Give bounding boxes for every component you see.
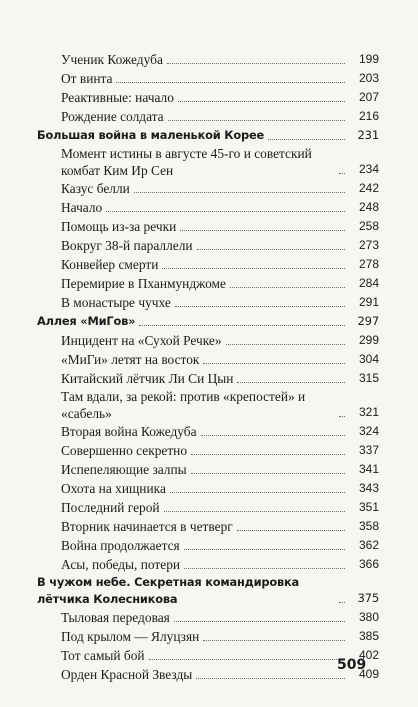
toc-entry-title: Испепеляющие залпы bbox=[61, 462, 187, 477]
toc-entry bbox=[37, 350, 379, 369]
toc-entry-title: Вторник начинается в четверг bbox=[61, 519, 233, 534]
section-title: В чужом небе. Секретная командировка лётчика Колесникова bbox=[37, 575, 300, 606]
toc-entry bbox=[37, 331, 379, 350]
leader-dots bbox=[184, 549, 345, 550]
toc-entry-page: 380 bbox=[358, 610, 379, 624]
leader-dots bbox=[178, 101, 345, 102]
toc-entry bbox=[37, 369, 379, 388]
leader-dots bbox=[268, 139, 345, 140]
leader-dots bbox=[203, 640, 345, 641]
leader-dots bbox=[164, 511, 345, 512]
toc-entry bbox=[37, 69, 379, 88]
leader-dots bbox=[196, 678, 345, 679]
toc-entry bbox=[37, 145, 379, 179]
toc-entry-page: 362 bbox=[358, 538, 379, 552]
leader-dots bbox=[230, 287, 345, 288]
toc-entry-page: 358 bbox=[358, 519, 379, 533]
toc-entry bbox=[37, 198, 379, 217]
toc-entry-page: 273 bbox=[358, 238, 379, 252]
toc-entry bbox=[37, 236, 379, 255]
toc-entry bbox=[37, 646, 379, 665]
leader-dots bbox=[167, 63, 345, 64]
leader-dots bbox=[149, 659, 345, 660]
toc-entry-page: 385 bbox=[358, 629, 379, 643]
toc-entry-page: 284 bbox=[358, 276, 379, 290]
toc-entry bbox=[37, 388, 379, 422]
toc-entry-title: Тыловая передовая bbox=[61, 610, 170, 625]
section-title: Большая война в маленькой Корее bbox=[37, 128, 265, 142]
toc-section-heading bbox=[37, 574, 379, 608]
toc-entry-page: 199 bbox=[358, 52, 379, 66]
toc-entry-page: 207 bbox=[358, 90, 379, 104]
toc-entry bbox=[37, 422, 379, 441]
toc-entry-page: 248 bbox=[358, 200, 379, 214]
toc-entry-page: 216 bbox=[358, 109, 379, 123]
toc-entry-page: 242 bbox=[358, 181, 379, 195]
leader-dots bbox=[106, 211, 345, 212]
leader-dots bbox=[184, 568, 345, 569]
toc-entry-page: 291 bbox=[358, 295, 379, 309]
section-page: 297 bbox=[357, 314, 379, 328]
table-of-contents bbox=[37, 50, 379, 684]
leader-dots bbox=[168, 120, 345, 121]
toc-entry bbox=[37, 217, 379, 236]
toc-entry bbox=[37, 555, 379, 574]
leader-dots bbox=[237, 530, 345, 531]
leader-dots bbox=[339, 416, 345, 417]
page-number: 509 bbox=[337, 657, 367, 673]
leader-dots bbox=[139, 325, 345, 326]
toc-entry bbox=[37, 536, 379, 555]
toc-entry-page: 351 bbox=[358, 500, 379, 514]
toc-entry bbox=[37, 608, 379, 627]
toc-entry bbox=[37, 255, 379, 274]
toc-entry-title: Охота на хищника bbox=[61, 481, 166, 496]
toc-section-heading bbox=[37, 312, 379, 331]
leader-dots bbox=[237, 382, 345, 383]
leader-dots bbox=[170, 492, 345, 493]
leader-dots bbox=[339, 602, 345, 603]
toc-entry-title: Вторая война Кожедуба bbox=[61, 424, 197, 439]
toc-entry bbox=[37, 498, 379, 517]
toc-entry-title: Орден Красной Звезды bbox=[61, 667, 193, 682]
toc-entry-title: Конвейер смерти bbox=[61, 257, 159, 272]
toc-entry-title: Помощь из-за речки bbox=[61, 219, 177, 234]
toc-entry-page: 304 bbox=[358, 352, 379, 366]
toc-entry-page: 278 bbox=[358, 257, 379, 271]
toc-entry-title: Вокруг 38-й параллели bbox=[61, 238, 193, 253]
toc-entry-title: Казус белли bbox=[61, 181, 130, 196]
toc-entry-title: Под крылом — Ялуцзян bbox=[61, 629, 200, 644]
toc-entry bbox=[37, 627, 379, 646]
toc-entry-title: Момент истины в августе 45-го и советский комбат Ким Ир Сен bbox=[61, 146, 312, 178]
toc-entry-title: Начало bbox=[61, 200, 103, 215]
toc-entry-page: 324 bbox=[358, 424, 379, 438]
toc-entry-page: 366 bbox=[358, 557, 379, 571]
toc-entry-title: Война продолжается bbox=[61, 538, 180, 553]
toc-entry-title: От винта bbox=[61, 71, 113, 86]
toc-entry bbox=[37, 441, 379, 460]
leader-dots bbox=[197, 249, 345, 250]
leader-dots bbox=[175, 306, 345, 307]
toc-entry-title: В монастыре чучхе bbox=[61, 295, 171, 310]
toc-entry-title: Там вдали, за рекой: против «крепостей» и «сабель» bbox=[61, 389, 306, 421]
toc-entry-page: 234 bbox=[358, 162, 379, 176]
toc-entry bbox=[37, 665, 379, 684]
toc-entry-page: 203 bbox=[358, 71, 379, 85]
toc-entry-page: 315 bbox=[358, 371, 379, 385]
toc-entry-page: 409 bbox=[358, 667, 379, 681]
toc-entry bbox=[37, 107, 379, 126]
section-page: 375 bbox=[357, 591, 379, 605]
toc-entry-title: Последний герой bbox=[61, 500, 160, 515]
toc-entry-page: 337 bbox=[358, 443, 379, 457]
toc-entry-page: 321 bbox=[358, 405, 379, 419]
toc-section-heading bbox=[37, 126, 379, 145]
toc-entry-page: 258 bbox=[358, 219, 379, 233]
toc-entry-title: Тот самый бой bbox=[61, 648, 145, 663]
toc-entry-title: Ученик Кожедуба bbox=[61, 52, 163, 67]
toc-entry-title: «МиГи» летят на восток bbox=[61, 352, 200, 367]
toc-entry bbox=[37, 293, 379, 312]
toc-entry bbox=[37, 479, 379, 498]
toc-entry-title: Асы, победы, потери bbox=[61, 557, 181, 572]
toc-entry bbox=[37, 460, 379, 479]
leader-dots bbox=[226, 344, 345, 345]
leader-dots bbox=[191, 473, 345, 474]
leader-dots bbox=[339, 173, 345, 174]
toc-entry-title: Рождение солдата bbox=[61, 109, 164, 124]
leader-dots bbox=[180, 230, 345, 231]
leader-dots bbox=[191, 454, 345, 455]
toc-entry-title: Инцидент на «Сухой Речке» bbox=[61, 333, 222, 348]
toc-entry-title: Китайский лётчик Ли Си Цын bbox=[61, 371, 234, 386]
toc-entry bbox=[37, 274, 379, 293]
leader-dots bbox=[174, 621, 345, 622]
toc-entry bbox=[37, 517, 379, 536]
leader-dots bbox=[162, 268, 345, 269]
toc-entry bbox=[37, 179, 379, 198]
toc-entry-title: Реактивные: начало bbox=[61, 90, 174, 105]
section-page: 231 bbox=[357, 128, 379, 142]
leader-dots bbox=[116, 82, 345, 83]
toc-entry-page: 343 bbox=[358, 481, 379, 495]
toc-entry-title: Перемирие в Пханмунджоме bbox=[61, 276, 226, 291]
toc-entry-title: Совершенно секретно bbox=[61, 443, 188, 458]
section-title: Аллея «МиГов» bbox=[37, 314, 136, 328]
toc-entry-page: 299 bbox=[358, 333, 379, 347]
leader-dots bbox=[134, 192, 345, 193]
toc-entry bbox=[37, 88, 379, 107]
toc-entry-page: 402 bbox=[358, 648, 379, 662]
leader-dots bbox=[201, 435, 345, 436]
toc-entry bbox=[37, 50, 379, 69]
leader-dots bbox=[203, 363, 345, 364]
toc-entry-page: 341 bbox=[358, 462, 379, 476]
